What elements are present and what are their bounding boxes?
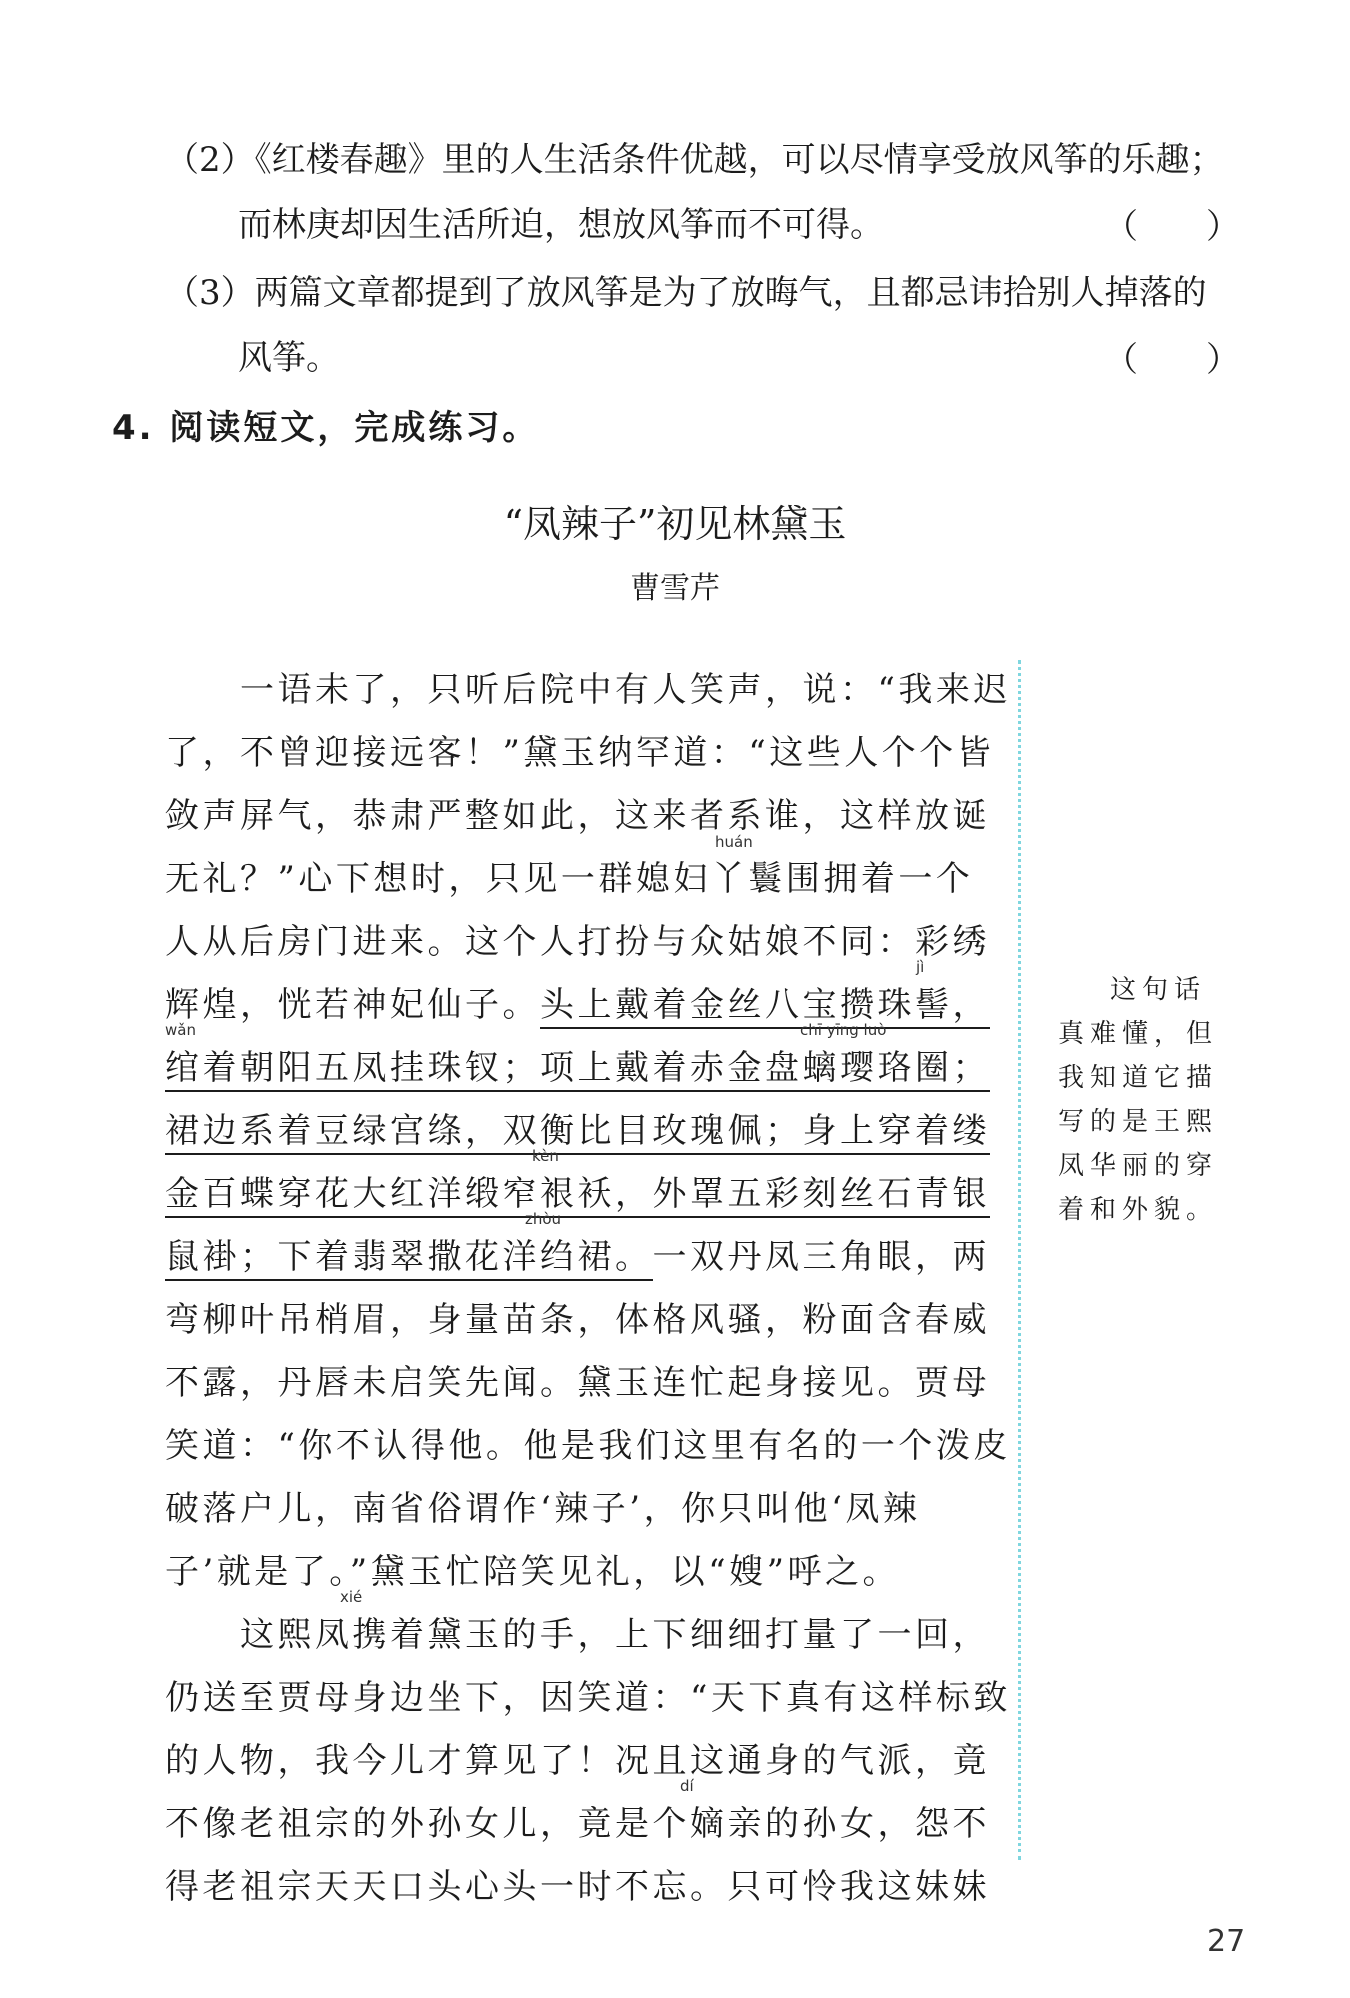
article-line: 不露，丹唇未启笑先闻。黛玉连忙起身接见。贾母 (165, 1363, 990, 1403)
side-note-line: 凤华丽的穿 (1058, 1151, 1219, 1181)
article-line: 敛声屏气，恭肃严整如此，这来者系谁，这样放诞 (165, 796, 990, 836)
article-line-plain: 一双丹凤三角眼，两 (652, 1237, 990, 1277)
article-line: 人从后房门进来。这个人打扮与众姑娘不同：彩绣 (165, 922, 990, 962)
item-2-line-2: 而林庚却因生活所迫，想放风筝而不可得。 (238, 205, 884, 245)
article-line: 弯柳叶吊梢眉，身量苗条，体格风骚，粉面含春威 (165, 1300, 990, 1340)
article-line-plain: 辉煌，恍若神妃仙子。 (165, 985, 540, 1025)
article-line: 无礼？”心下想时，只见一群媳妇丫鬟围拥着一个 (165, 859, 974, 899)
article-line: 得老祖宗天天口头心头一时不忘。只可怜我这妹妹 (165, 1867, 990, 1907)
item-2-line-1: （2）《红楼春趣》里的人生活条件优越，可以尽情享受放风筝的乐趣； (165, 140, 1224, 180)
underlined-description: 绾着朝阳五凤挂珠钗；项上戴着赤金盘螭璎珞圈； (165, 1048, 990, 1092)
pinyin-ken: kèn (532, 1147, 559, 1165)
article-line: 一语未了，只听后院中有人笑声，说：“我来迟 (165, 670, 1011, 710)
article-title: “凤辣子”初见林黛玉 (503, 502, 847, 546)
pinyin-chi-ying-luo: chī yīng luò (800, 1021, 887, 1039)
pinyin-ji: jì (916, 958, 925, 976)
side-note (1058, 968, 1218, 1232)
underlined-description: 鼠褂；下着翡翠撒花洋绉裙。 (165, 1237, 653, 1281)
item-3-line-2: 风筝。 (238, 338, 340, 378)
pinyin-xie: xié (340, 1588, 363, 1606)
item-3-line-1: （3）两篇文章都提到了放风筝是为了放晦气，且都忌讳拾别人掉落的 (165, 273, 1207, 313)
side-note-line: 着和外貌。 (1058, 1195, 1219, 1225)
underlined-description: 金百蝶穿花大红洋缎窄裉袄，外罩五彩刻丝石青银 (165, 1174, 990, 1218)
article-line: 破落户儿，南省俗谓作‘辣子’，你只叫他‘凤辣 (165, 1489, 921, 1529)
side-note-line: 这句话 (1110, 975, 1207, 1005)
side-note-line: 真难懂，但 (1058, 1019, 1219, 1049)
item-2-answer-parens[interactable]: （ ） (1104, 207, 1240, 247)
article-line: 的人物，我今儿才算见了！况且这通身的气派，竟 (165, 1741, 990, 1781)
underlined-description: 裙边系着豆绿宫绦，双衡比目玫瑰佩；身上穿着缕 (165, 1111, 990, 1155)
article-line: 这熙凤携着黛玉的手，上下细细打量了一回， (165, 1615, 990, 1655)
item-3-answer-parens[interactable]: （ ） (1104, 340, 1240, 380)
page-number: 27 (1207, 1924, 1246, 1959)
question-4-heading: 4. 阅读短文，完成练习。 (112, 408, 540, 448)
underlined-description: 头上戴着金丝八宝攒珠髻， (540, 985, 990, 1029)
article-line: 了，不曾迎接远客！”黛玉纳罕道：“这些人个个皆 (165, 733, 995, 773)
side-note-line: 我知道它描 (1058, 1063, 1219, 1093)
pinyin-zhou: zhòu (525, 1210, 562, 1228)
side-note-line: 写的是王熙 (1058, 1107, 1219, 1137)
article-author: 曹雪芹 (630, 571, 720, 606)
article-line: 仍送至贾母身边坐下，因笑道：“天下真有这样标致 (165, 1678, 1011, 1718)
pinyin-huan: huán (715, 833, 753, 851)
pinyin-wan: wǎn (165, 1021, 196, 1039)
article-line-segment (165, 1235, 990, 1279)
article-line: 子’就是了。”黛玉忙陪笑见礼，以“嫂”呼之。 (165, 1552, 900, 1592)
pinyin-di: dí (680, 1777, 694, 1795)
article-line: 笑道：“你不认得他。他是我们这里有名的一个泼皮 (165, 1426, 1011, 1466)
margin-divider (1018, 660, 1021, 1860)
article-line: 不像老祖宗的外孙女儿，竟是个嫡亲的孙女，怨不 (165, 1804, 990, 1844)
